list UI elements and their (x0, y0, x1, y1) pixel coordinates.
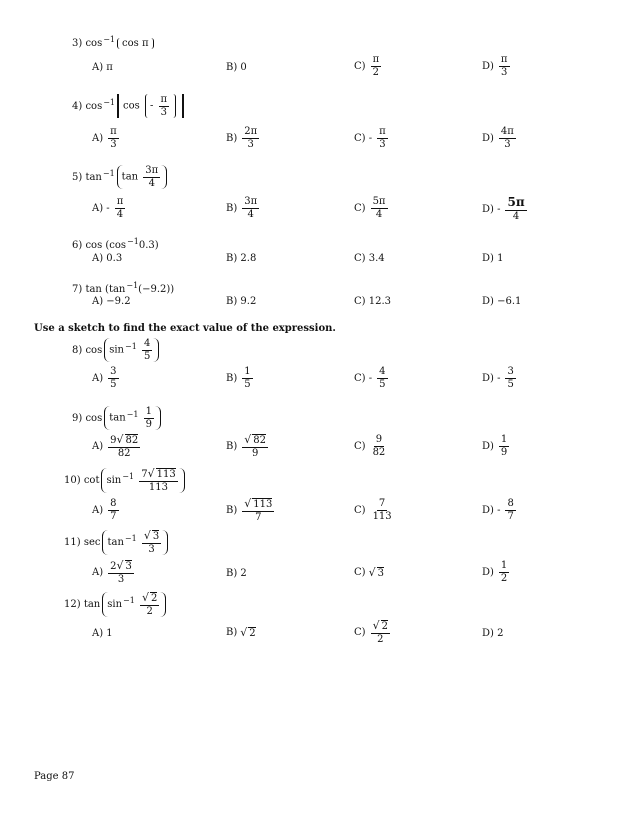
inner-expression: tan $\frac{3\pi}{4}$ (117, 165, 168, 189)
question-4-expression: 4) cos −1 cos - $\frac{\pi}{3}$ (72, 94, 186, 118)
choice-b[interactable]: B) √ 2 (226, 626, 256, 639)
choice-d[interactable]: D) $\frac{1}{9}$ (482, 434, 508, 458)
choice-b[interactable]: B) $\frac{2\pi}{3}$ (226, 126, 258, 150)
inner-expression: $\sin^{-1}$ $\frac{4}{5}$ (104, 338, 159, 362)
inner-expression: $\sin^{-1}$ $\frac{7√ 113}{113}$ (101, 468, 184, 493)
choice-a[interactable]: A) 1 (92, 628, 113, 639)
question-12-expression: 12) tan $\sin^{-1}$ $\frac{√ 2}{2}$ (64, 592, 168, 617)
question-9-expression: 9) cos $\tan^{-1}$ $\frac{1}{9}$ (72, 406, 163, 430)
inner-expression: $\tan^{-1}$ $\frac{√ 3}{3}$ (102, 530, 168, 555)
inverse-superscript: −1 (103, 35, 116, 44)
question-8-expression: 8) cos $\sin^{-1}$ $\frac{4}{5}$ (72, 338, 161, 362)
question-11-expression: 11) sec $\tan^{-1}$ $\frac{√ 3}{3}$ (64, 530, 170, 555)
sqrt-icon: √ (142, 591, 150, 604)
choice-a[interactable]: A) $\frac{8}{7}$ (92, 498, 117, 522)
inner-expression: $\tan^{-1}$ $\frac{1}{9}$ (104, 406, 161, 430)
choice-c[interactable]: C) 3.4 (354, 253, 385, 264)
sqrt-icon: √ (244, 433, 252, 446)
choice-d[interactable]: D) - $\frac{5\pi}{4}$ (482, 195, 525, 222)
page-label: Page 87 (34, 771, 75, 782)
choice-b[interactable]: B) $\frac{1}{5}$ (226, 366, 251, 390)
question-3-expression (72, 35, 156, 49)
function-name: cos (85, 38, 103, 49)
question-6-expression: 6) cos (cos −1 0.3) (72, 237, 159, 251)
question-7-expression: 7) tan (tan −1 (−9.2)) (72, 281, 175, 295)
choice-a[interactable]: A) 0.3 (92, 253, 123, 264)
choice-d[interactable]: D) −6.1 (482, 296, 522, 307)
choice-a[interactable]: A) $\frac{3}{5}$ (92, 366, 117, 390)
choice-c[interactable]: C) $\frac{√ 2}{2}$ (354, 619, 388, 645)
choice-d[interactable]: D) - $\frac{3}{5}$ (482, 366, 514, 390)
choice-b[interactable]: B) $\frac{√ 82}{9}$ (226, 433, 266, 459)
sqrt-icon: √ (116, 559, 124, 572)
choice-b[interactable]: B) 9.2 (226, 296, 257, 307)
fraction: $\frac{\pi}{2}$ (372, 54, 380, 78)
choice-c[interactable]: C) 12.3 (354, 296, 391, 307)
question-10-expression: 10) cot $\sin^{-1}$ $\frac{7√ 113}{113}$ (64, 468, 187, 493)
inner-expression: $\sin^{-1}$ $\frac{√ 2}{2}$ (102, 592, 166, 617)
sqrt-icon: √ (143, 529, 151, 542)
choice-c[interactable]: C) √ 3 (354, 566, 384, 579)
choice-b[interactable]: B) $\frac{√ 113}{7}$ (226, 497, 273, 523)
choice-c[interactable]: C) $\frac{5\pi}{4}$ (354, 196, 386, 220)
sqrt-icon: √ (372, 619, 380, 632)
choice-c[interactable]: C) $\frac{\pi}{2}$ (354, 54, 380, 78)
choice-d[interactable]: D) $\frac{1}{2}$ (482, 560, 508, 584)
sqrt-icon: √ (244, 497, 252, 510)
choice-a[interactable]: A) −9.2 (92, 296, 131, 307)
choice-a[interactable]: A) π (92, 62, 113, 73)
choice-b[interactable]: B) 0 (226, 62, 247, 73)
choice-d[interactable]: D) 1 (482, 253, 504, 264)
choice-c[interactable]: C) - $\frac{\pi}{3}$ (354, 126, 386, 150)
choice-a[interactable]: A) - $\frac{\pi}{4}$ (92, 196, 124, 220)
sqrt-icon: √ (147, 467, 155, 480)
question-number: 3) (72, 38, 83, 49)
question-5-expression: 5) tan −1 tan $\frac{3\pi}{4}$ (72, 165, 169, 189)
sqrt-icon: √ (116, 433, 124, 446)
sqrt-icon: √ (368, 566, 376, 579)
choice-c[interactable]: C) $\frac{9}{82}$ (354, 434, 386, 458)
choice-d[interactable]: D) $\frac{4\pi}{3}$ (482, 126, 514, 150)
inner-expression: cos π (117, 38, 154, 49)
choice-b[interactable]: B) 2 (226, 568, 247, 579)
choice-a[interactable]: A) $\frac{\pi}{3}$ (92, 126, 117, 150)
choice-d[interactable]: D) - $\frac{8}{7}$ (482, 498, 514, 522)
choice-d[interactable]: D) $\frac{\pi}{3}$ (482, 54, 508, 78)
choice-a[interactable]: A) $\frac{9√ 82}{82}$ (92, 433, 139, 459)
choice-c[interactable]: C) $\frac{7}{113}$ (354, 498, 392, 522)
choice-d[interactable]: D) 2 (482, 628, 504, 639)
sqrt-icon: √ (240, 626, 248, 639)
inner-expression: cos - $\frac{\pi}{3}$ (117, 94, 184, 118)
choice-a[interactable]: A) $\frac{2√ 3}{3}$ (92, 559, 132, 585)
section-heading: Use a sketch to find the exact value of the expression. (34, 323, 336, 334)
fraction: $\frac{\pi}{3}$ (500, 54, 508, 78)
choice-c[interactable]: C) - $\frac{4}{5}$ (354, 366, 386, 390)
choice-b[interactable]: B) 2.8 (226, 253, 257, 264)
choice-b[interactable]: B) $\frac{3\pi}{4}$ (226, 196, 258, 220)
